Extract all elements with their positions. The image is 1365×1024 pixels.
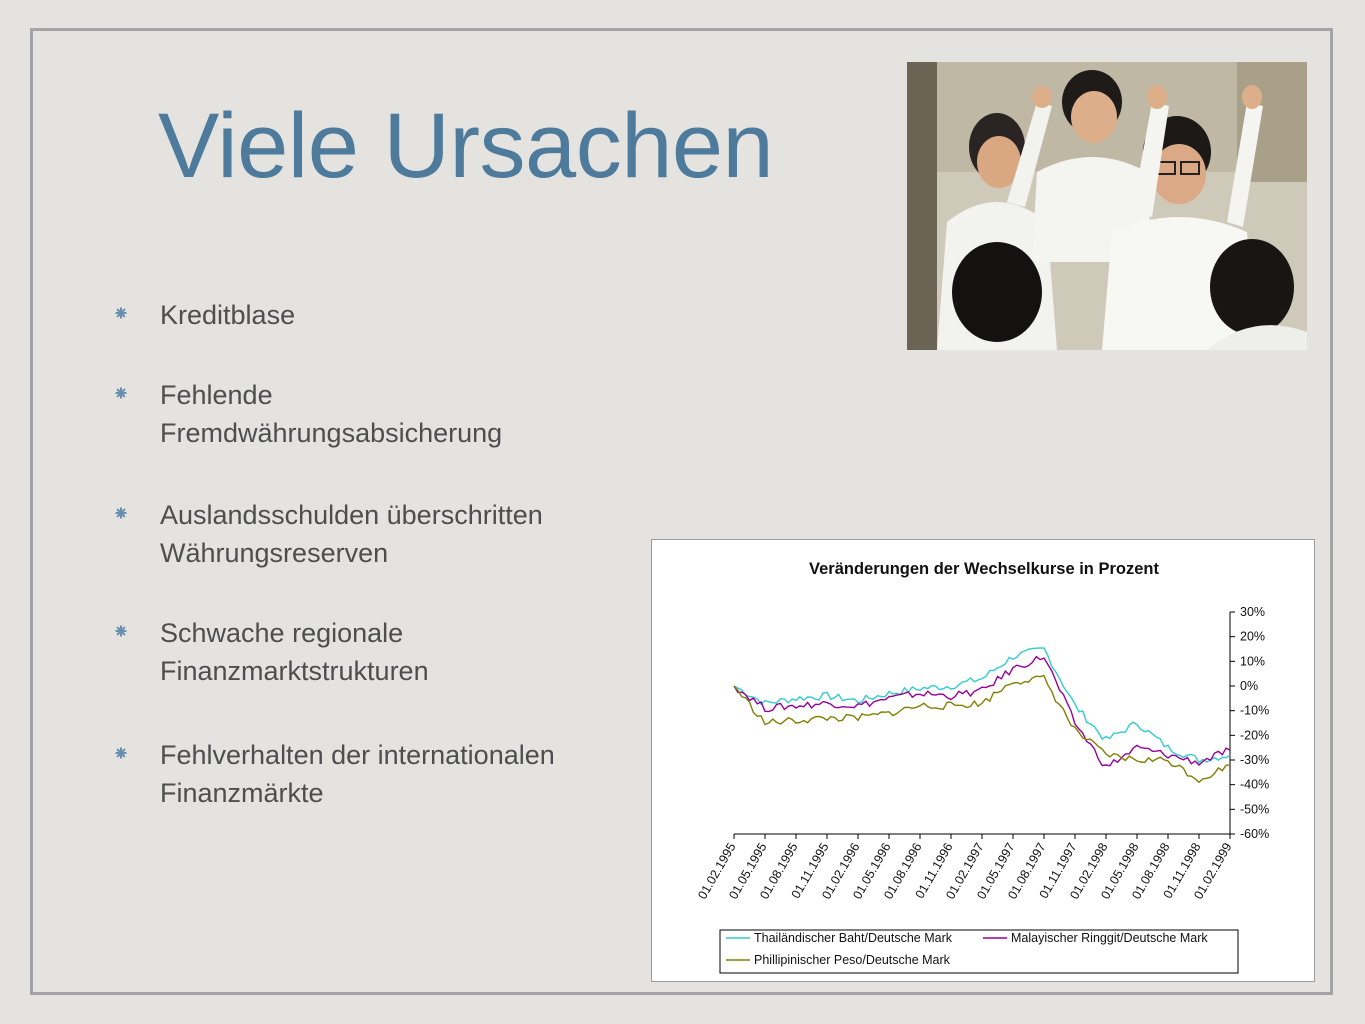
bullet-line: Schwache regionale — [160, 618, 404, 648]
series-line — [734, 676, 1230, 783]
bullet-line: Währungsreserven — [160, 538, 389, 568]
y-tick-label: 0% — [1240, 679, 1259, 693]
bullet-line: Auslandsschulden überschritten — [160, 500, 543, 530]
y-tick-label: -40% — [1240, 777, 1270, 792]
bullet-line: Kreditblase — [160, 300, 296, 330]
legend-label: Malayischer Ringgit/Deutsche Mark — [1011, 931, 1208, 945]
x-tick-label: 01.02.1995 — [695, 840, 739, 902]
asterisk-icon — [115, 387, 127, 399]
series-line — [734, 657, 1230, 766]
x-tick-label: 01.08.1997 — [1005, 840, 1049, 902]
y-tick-label: 10% — [1240, 654, 1266, 669]
x-tick-label: 01.05.1998 — [1098, 840, 1142, 902]
y-tick-label: 20% — [1240, 629, 1266, 644]
y-tick-label: -30% — [1240, 753, 1270, 767]
bullet-line: Fehlverhalten der internationalen — [160, 740, 555, 770]
x-tick-label: 01.05.1995 — [726, 840, 770, 902]
x-tick-label: 01.02.1998 — [1067, 840, 1111, 902]
asterisk-icon — [115, 307, 127, 319]
bullet-text — [160, 496, 650, 572]
x-tick-label: 01.02.1997 — [943, 840, 987, 902]
x-tick-label: 01.02.1996 — [819, 840, 863, 902]
chart-svg — [652, 540, 1316, 983]
chart-title: Veränderungen der Wechselkurse in Prozent — [809, 560, 1159, 578]
bullet-line: Fremdwährungsabsicherung — [160, 418, 503, 448]
x-tick-label: 01.08.1996 — [881, 840, 925, 902]
x-tick-label: 01.02.1999 — [1191, 840, 1235, 902]
bullet-text — [160, 736, 650, 812]
asterisk-icon — [115, 507, 127, 519]
x-tick-label: 01.08.1998 — [1129, 840, 1173, 902]
y-tick-label: -50% — [1240, 802, 1270, 817]
bullet-text — [160, 614, 650, 690]
y-tick-label: -60% — [1240, 827, 1270, 841]
asterisk-icon — [115, 747, 127, 759]
slide-title: Viele Ursachen — [158, 95, 774, 197]
y-tick-label: -10% — [1240, 703, 1270, 718]
y-tick-label: 30% — [1240, 605, 1266, 619]
x-tick-label: 01.08.1995 — [757, 840, 801, 902]
asterisk-icon — [115, 625, 127, 637]
x-tick-label: 01.11.1998 — [1160, 840, 1204, 901]
bullet-line: Finanzmärkte — [160, 778, 324, 808]
legend-label: Thailändischer Baht/Deutsche Mark — [754, 931, 953, 945]
bullet-text — [160, 376, 650, 452]
x-tick-label: 01.05.1996 — [850, 840, 894, 902]
bullet-line: Finanzmarktstrukturen — [160, 656, 429, 686]
bullet-text — [160, 296, 650, 334]
legend-label: Phillipinischer Peso/Deutsche Mark — [754, 953, 950, 967]
x-tick-label: 01.11.1995 — [788, 840, 832, 901]
bullet-line: Fehlende — [160, 380, 273, 410]
series-line — [734, 648, 1230, 763]
x-tick-label: 01.05.1997 — [974, 840, 1018, 902]
x-tick-label: 01.11.1997 — [1036, 840, 1080, 901]
exchange-rate-chart — [651, 539, 1315, 982]
x-tick-label: 01.11.1996 — [912, 840, 956, 901]
y-tick-label: -20% — [1240, 728, 1270, 743]
traders-photo — [907, 62, 1307, 350]
